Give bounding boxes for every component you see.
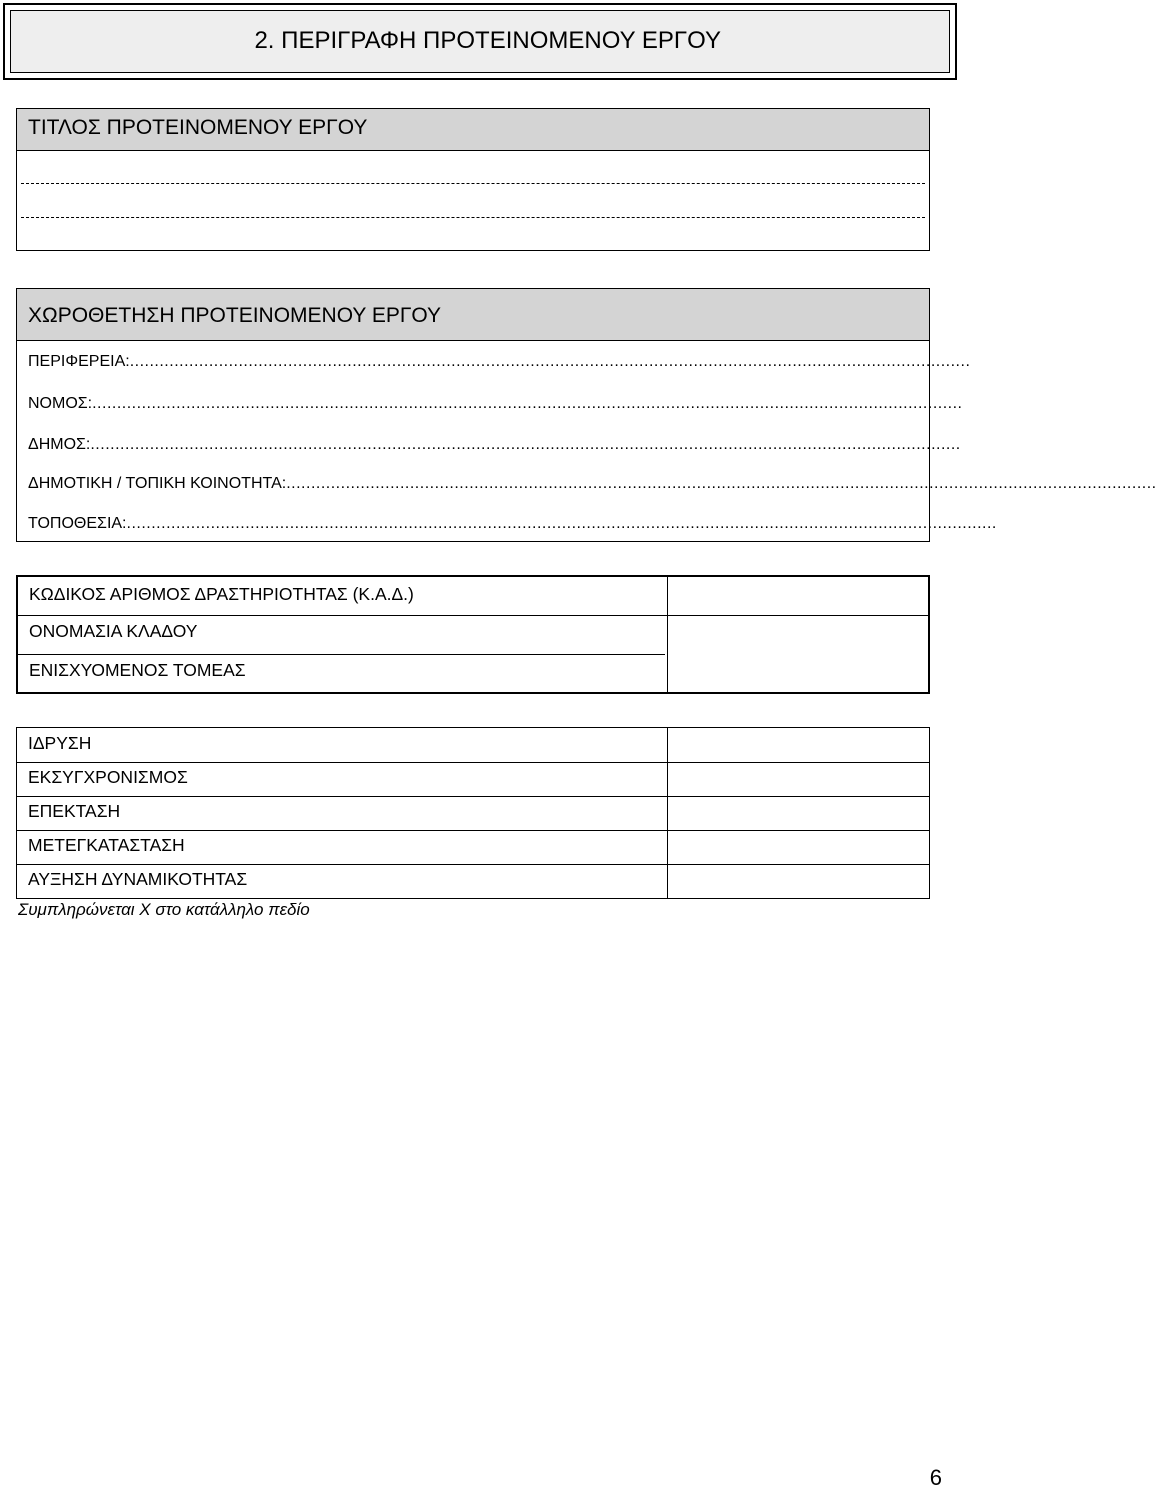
community-field[interactable] [28,475,1157,493]
section-banner-inner [10,10,950,73]
project-title-line-1[interactable] [21,183,925,184]
activity-code-value-cell[interactable] [668,577,928,615]
section-title: 2. ΠΕΡΙΓΡΑΦΗ ΠΡΟΤΕΙΝΟΜΕΝΟΥ ΕΡΓΟΥ [254,27,721,54]
type-capacity-increase-label: ΑΥΞΗΣΗ ΔΥΝΑΜΙΚΟΤΗΤΑΣ [28,869,248,889]
branch-sector-value-cell[interactable] [668,616,928,694]
community-dots: ................................................................................................................................................................................ [286,475,1157,492]
type-relocation-label: ΜΕΤΕΓΚΑΤΑΣΤΑΣΗ [28,835,185,855]
project-title-box [16,108,930,251]
project-type-mark-cell[interactable] [668,728,929,898]
municipality-label: ΔΗΜΟΣ: [28,436,91,453]
type-establishment-label: ΙΔΡΥΣΗ [28,733,92,753]
location-field[interactable] [28,515,997,533]
location-label: ΤΟΠΟΘΕΣΙΑ: [28,515,127,532]
prefecture-label: ΝΟΜΟΣ: [28,395,93,412]
region-label: ΠΕΡΙΦΕΡΕΙΑ: [28,353,130,370]
region-field[interactable] [28,353,971,371]
project-location-heading: ΧΩΡΟΘΕΤΗΣΗ ΠΡΟΤΕΙΝΟΜΕΝΟΥ ΕΡΓΟΥ [17,289,929,341]
branch-name-label: ΟΝΟΜΑΣΙΑ ΚΛΑΔΟΥ [29,621,198,641]
fill-instruction-note: Συμπληρώνεται Χ στο κατάλληλο πεδίο [18,900,310,919]
page-number: 6 [929,1465,942,1490]
project-title-heading: ΤΙΤΛΟΣ ΠΡΟΤΕΙΝΟΜΕΝΟΥ ΕΡΓΟΥ [17,109,929,151]
prefecture-field[interactable] [28,395,963,413]
municipality-field[interactable] [28,436,961,454]
activity-code-table [16,575,930,694]
type-expansion-label: ΕΠΕΚΤΑΣΗ [28,801,121,821]
project-type-table [16,727,930,899]
region-dots: .......................................................................................................................................................................... [129,353,971,370]
supported-sector-label: ΕΝΙΣΧΥΟΜΕΝΟΣ ΤΟΜΕΑΣ [29,660,246,680]
community-label: ΔΗΜΟΤΙΚΗ / ΤΟΠΙΚΗ ΚΟΙΝΟΤΗΤΑ: [28,475,287,492]
municipality-dots: ................................................................................................................................................................................ [90,436,961,453]
activity-code-label: ΚΩΔΙΚΟΣ ΑΡΙΘΜΟΣ ΔΡΑΣΤΗΡΙΟΤΗΤΑΣ (Κ.Α.Δ.) [29,584,414,604]
prefecture-dots: ................................................................................................................................................................................ [92,395,963,412]
project-title-line-2[interactable] [21,217,925,218]
location-dots: ................................................................................................................................................................................ [126,515,997,532]
code-table-row-line [18,654,665,655]
project-location-box [16,288,1157,542]
type-modernization-label: ΕΚΣΥΓΧΡΟΝΙΣΜΟΣ [28,767,188,787]
section-banner [3,3,957,80]
